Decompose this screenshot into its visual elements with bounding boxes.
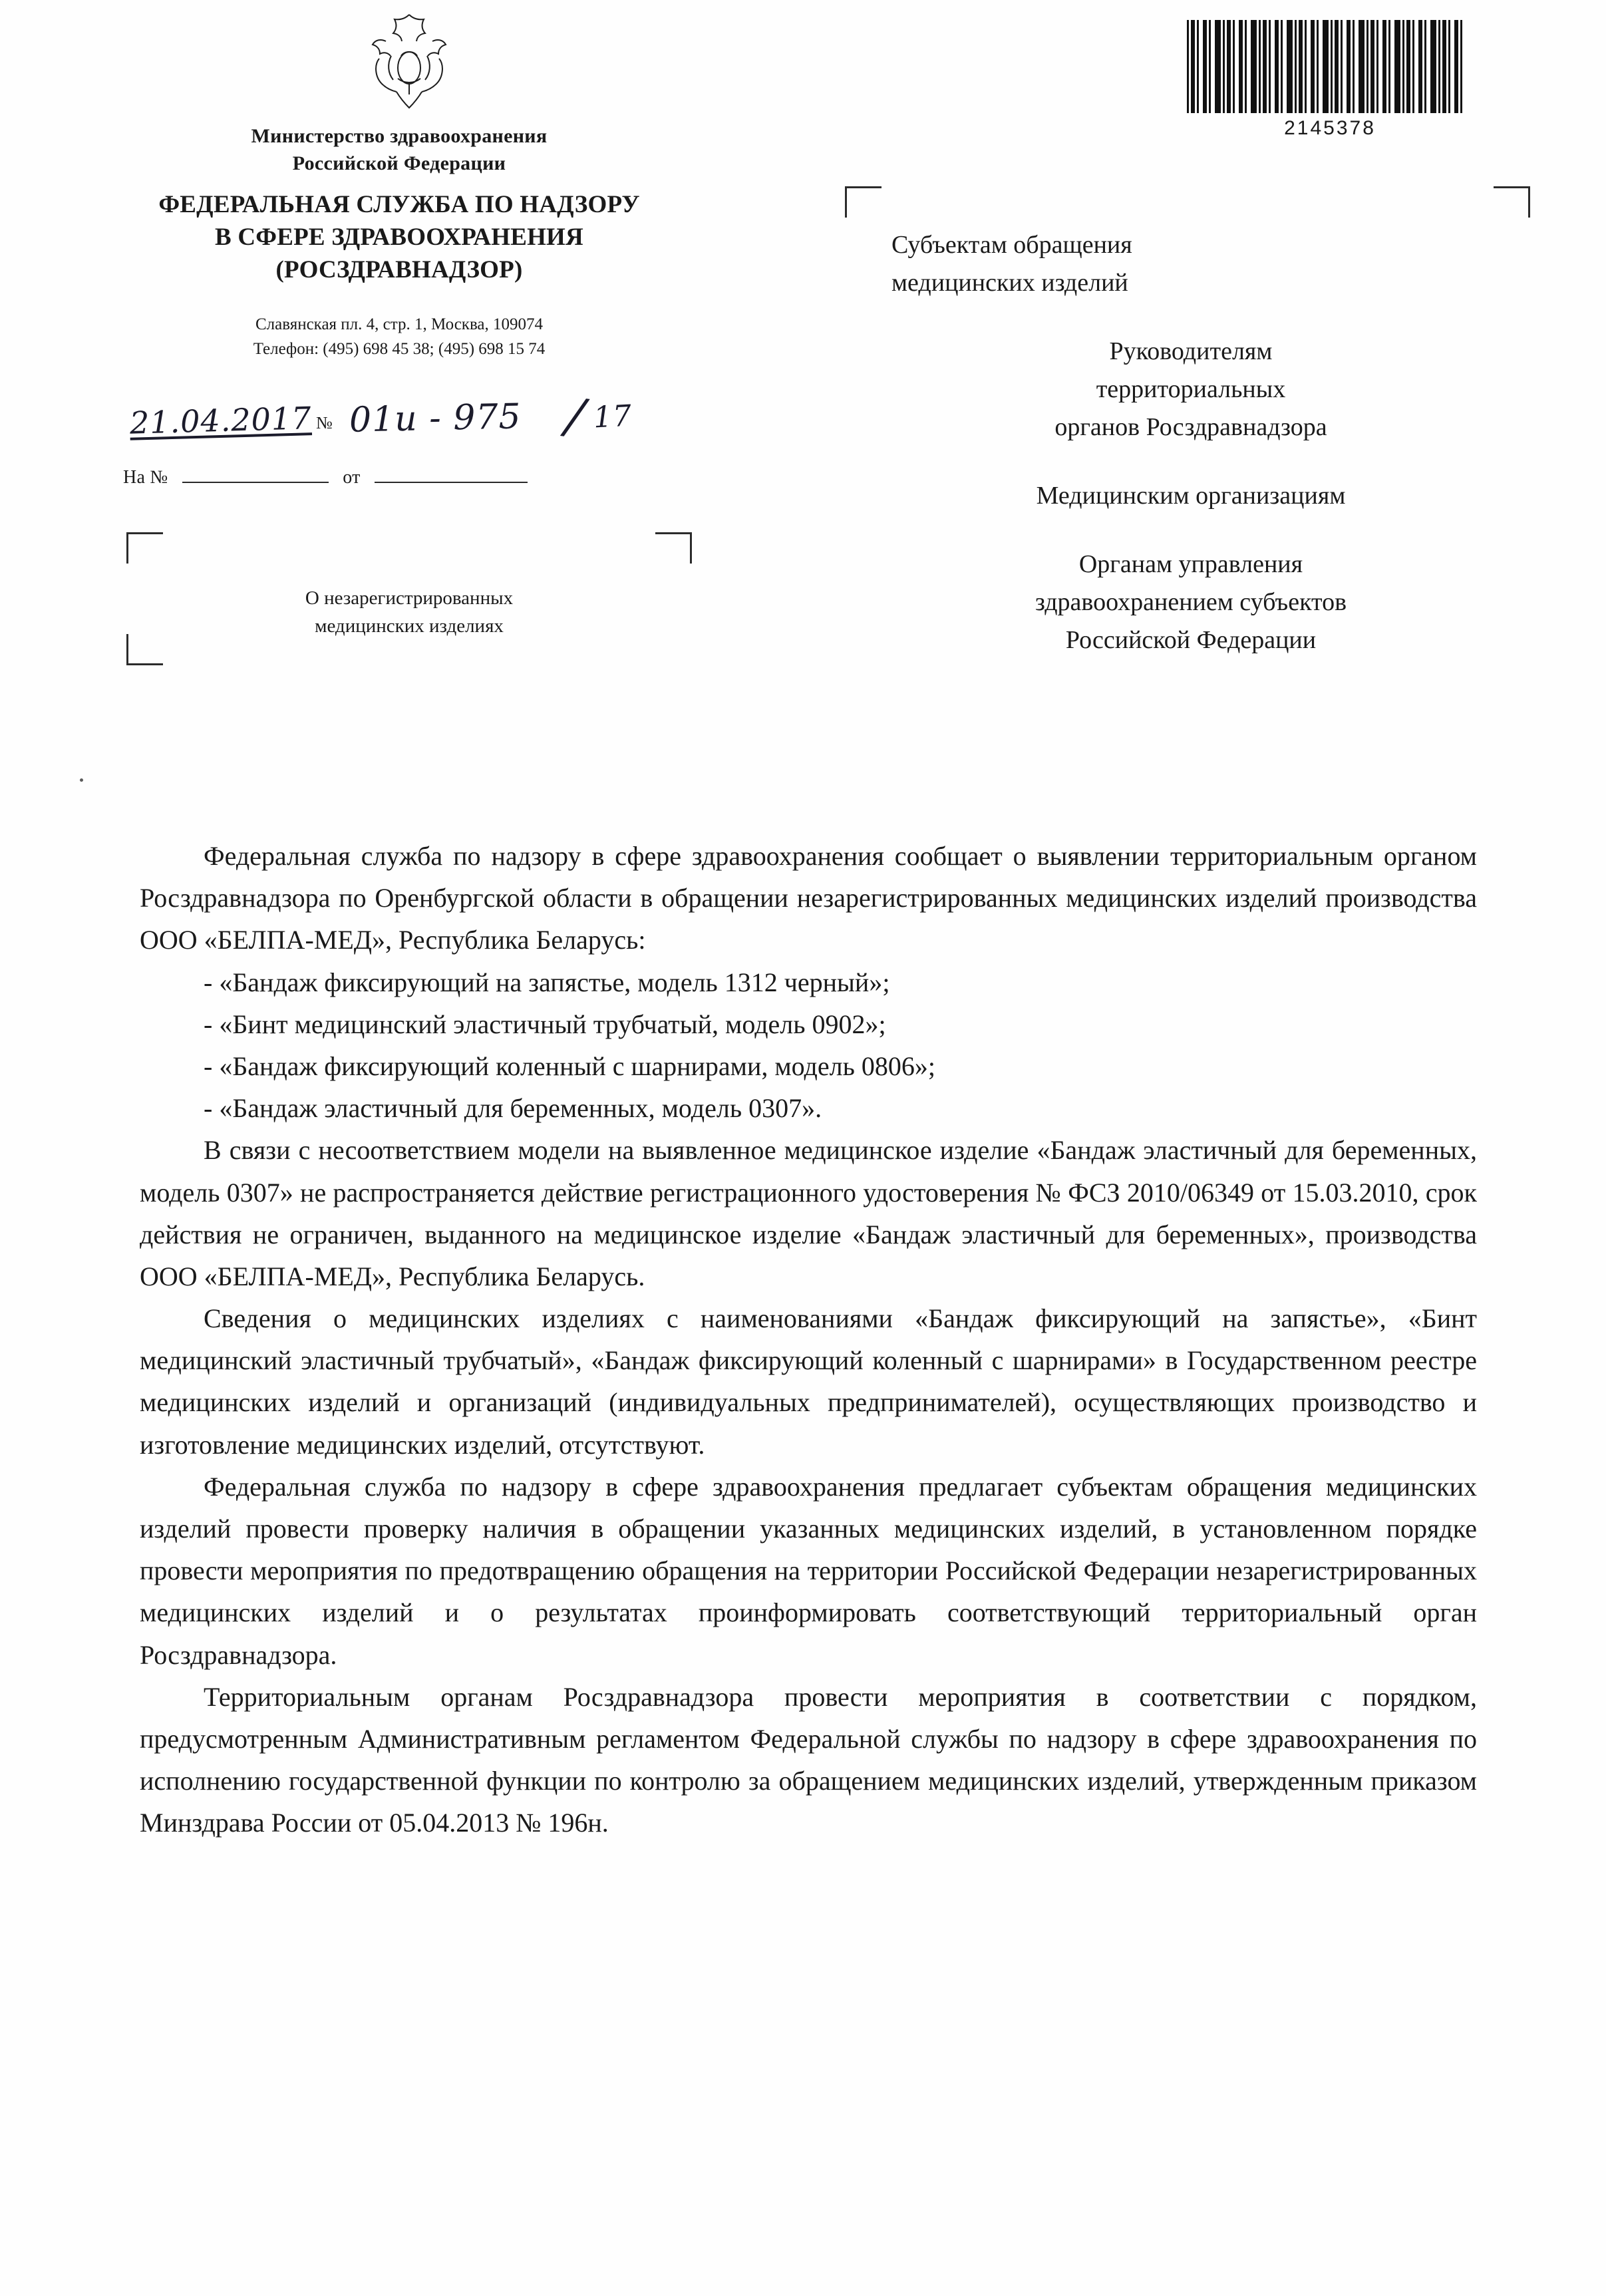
phone-numbers: Телефон: (495) 698 45 38; (495) 698 15 74 bbox=[253, 339, 546, 358]
bracket-top-left bbox=[126, 532, 163, 564]
ministry-name bbox=[100, 123, 699, 177]
addressee-line: Российской Федерации bbox=[1065, 626, 1317, 654]
body-paragraph: В связи с несоответствием модели на выявленное медицинское изделие «Бандаж эластичный для беременных, модель 0307» не распространяется действие регистрационного удостоверения № ФСЗ 2010/06349 от 15.03.2010, срок действия не ограничен, выданного на медицинское изделие «Бандаж эластичный для беременных», производства ООО «БЕЛПА-МЕД», Республика Беларусь. bbox=[140, 1135, 1477, 1291]
reply-prefix-label: На № bbox=[123, 467, 168, 488]
ministry-line-1: Министерство здравоохранения bbox=[251, 125, 548, 147]
subject-text bbox=[166, 584, 652, 640]
addressee-line: здравоохранением субъектов bbox=[1035, 588, 1347, 616]
bracket-bottom-left bbox=[126, 634, 163, 665]
registration-number-label: № bbox=[316, 413, 333, 432]
body-paragraph: Территориальным органам Росздравнадзора провести мероприятия в соответствии с порядком, предусмотренным Административным регламентом Федеральной службы по надзору в сфере здравоохранения по исполнению государственной функции по контролю за обращением медицинских изделий, утвержденным приказом Минздрава России от 05.04.2013 № 196н. bbox=[140, 1681, 1477, 1838]
subject-line-1: О незарегистрированных bbox=[305, 587, 514, 609]
subject-line-2: медицинских изделиях bbox=[315, 615, 504, 637]
registration-line bbox=[120, 387, 785, 462]
registration-date: 21.04.2017 bbox=[129, 400, 313, 441]
list-item: - «Бандаж эластичный для беременных, модель 0307». bbox=[204, 1093, 822, 1124]
reply-from-label: от bbox=[343, 467, 361, 488]
organization-block bbox=[100, 123, 699, 361]
registration-year: 17 bbox=[592, 399, 633, 435]
list-item: - «Бинт медицинский эластичный трубчатый, модель 0902»; bbox=[204, 1009, 886, 1039]
reply-date-rule bbox=[375, 466, 528, 483]
addressee-line: Органам управления bbox=[1078, 550, 1303, 578]
addressee-block bbox=[845, 186, 1530, 738]
subject-block bbox=[126, 532, 692, 665]
barcode-stripes bbox=[1187, 20, 1466, 113]
organization-contacts bbox=[100, 313, 699, 361]
body-paragraph: Сведения о медицинских изделиях с наименованиями «Бандаж фиксирующий на запястье», «Бинт медицинский эластичный трубчатый», «Бандаж фиксирующий коленный с шарнирами» в Государственном реестре медицинских изделий и организаций (индивидуальных предпринимателей), осуществляющих производство и изготовление медицинских изделий, отсутствуют. bbox=[140, 1303, 1477, 1460]
service-name bbox=[100, 189, 699, 286]
reply-number-rule bbox=[182, 466, 329, 483]
addressee-group bbox=[891, 226, 1490, 302]
barcode bbox=[1187, 20, 1473, 140]
scan-speck bbox=[80, 778, 93, 792]
service-line-2: В СФЕРЕ ЗДРАВООХРАНЕНИЯ bbox=[215, 223, 583, 251]
coat-of-arms-icon bbox=[359, 7, 459, 120]
registration-slash: / bbox=[563, 387, 588, 446]
letterhead bbox=[0, 0, 1606, 765]
ministry-line-2: Российской Федерации bbox=[292, 152, 506, 174]
addressee-line: Руководителям bbox=[1109, 337, 1273, 365]
bracket-top-right bbox=[655, 532, 692, 564]
addressee-line: медицинских изделий bbox=[891, 269, 1128, 297]
service-line-1: ФЕДЕРАЛЬНАЯ СЛУЖБА ПО НАДЗОРУ bbox=[158, 191, 640, 218]
addressee-bracket-top-left bbox=[845, 186, 882, 218]
body-paragraph: Федеральная служба по надзору в сфере здравоохранения предлагает субъектам обращения медицинских изделий провести проверку наличия в обращении указанных медицинских изделий, в установленном порядке провести мероприятия по предотвращению обращения на территории Российской Федерации незарегистрированных медицинских изделий и о результатах проинформировать соответствующий территориальный орган Росздравнадзора. bbox=[140, 1471, 1477, 1670]
addressee-line: Медицинским организациям bbox=[1036, 482, 1346, 510]
addressee-group bbox=[891, 546, 1490, 659]
service-line-3: (РОСЗДРАВНАДЗОР) bbox=[275, 255, 523, 283]
list-item: - «Бандаж фиксирующий коленный с шарнирами, модель 0806»; bbox=[204, 1051, 935, 1081]
postal-address: Славянская пл. 4, стр. 1, Москва, 109074 bbox=[255, 315, 544, 334]
addressee-group bbox=[891, 333, 1490, 446]
reply-reference-line bbox=[123, 466, 530, 488]
addressee-group bbox=[891, 477, 1490, 515]
addressee-bracket-top-right bbox=[1494, 186, 1530, 218]
addressee-line: органов Росздравнадзора bbox=[1054, 413, 1327, 441]
addressee-line: территориальных bbox=[1096, 375, 1286, 403]
list-item: - «Бандаж фиксирующий на запястье, модель 1312 черный»; bbox=[204, 967, 890, 997]
registration-number: 01и - 975 bbox=[349, 397, 522, 440]
letter-body bbox=[140, 835, 1477, 1844]
barcode-number: 2145378 bbox=[1284, 117, 1376, 139]
body-paragraph: Федеральная служба по надзору в сфере здравоохранения сообщает о выявлении территориальным органом Росздравнадзора по Оренбургской области в обращении незарегистрированных медицинских изделий производства ООО «БЕЛПА-МЕД», Республика Беларусь: bbox=[140, 841, 1477, 955]
addressee-line: Субъектам обращения bbox=[891, 231, 1132, 259]
addressee-list bbox=[891, 226, 1490, 659]
